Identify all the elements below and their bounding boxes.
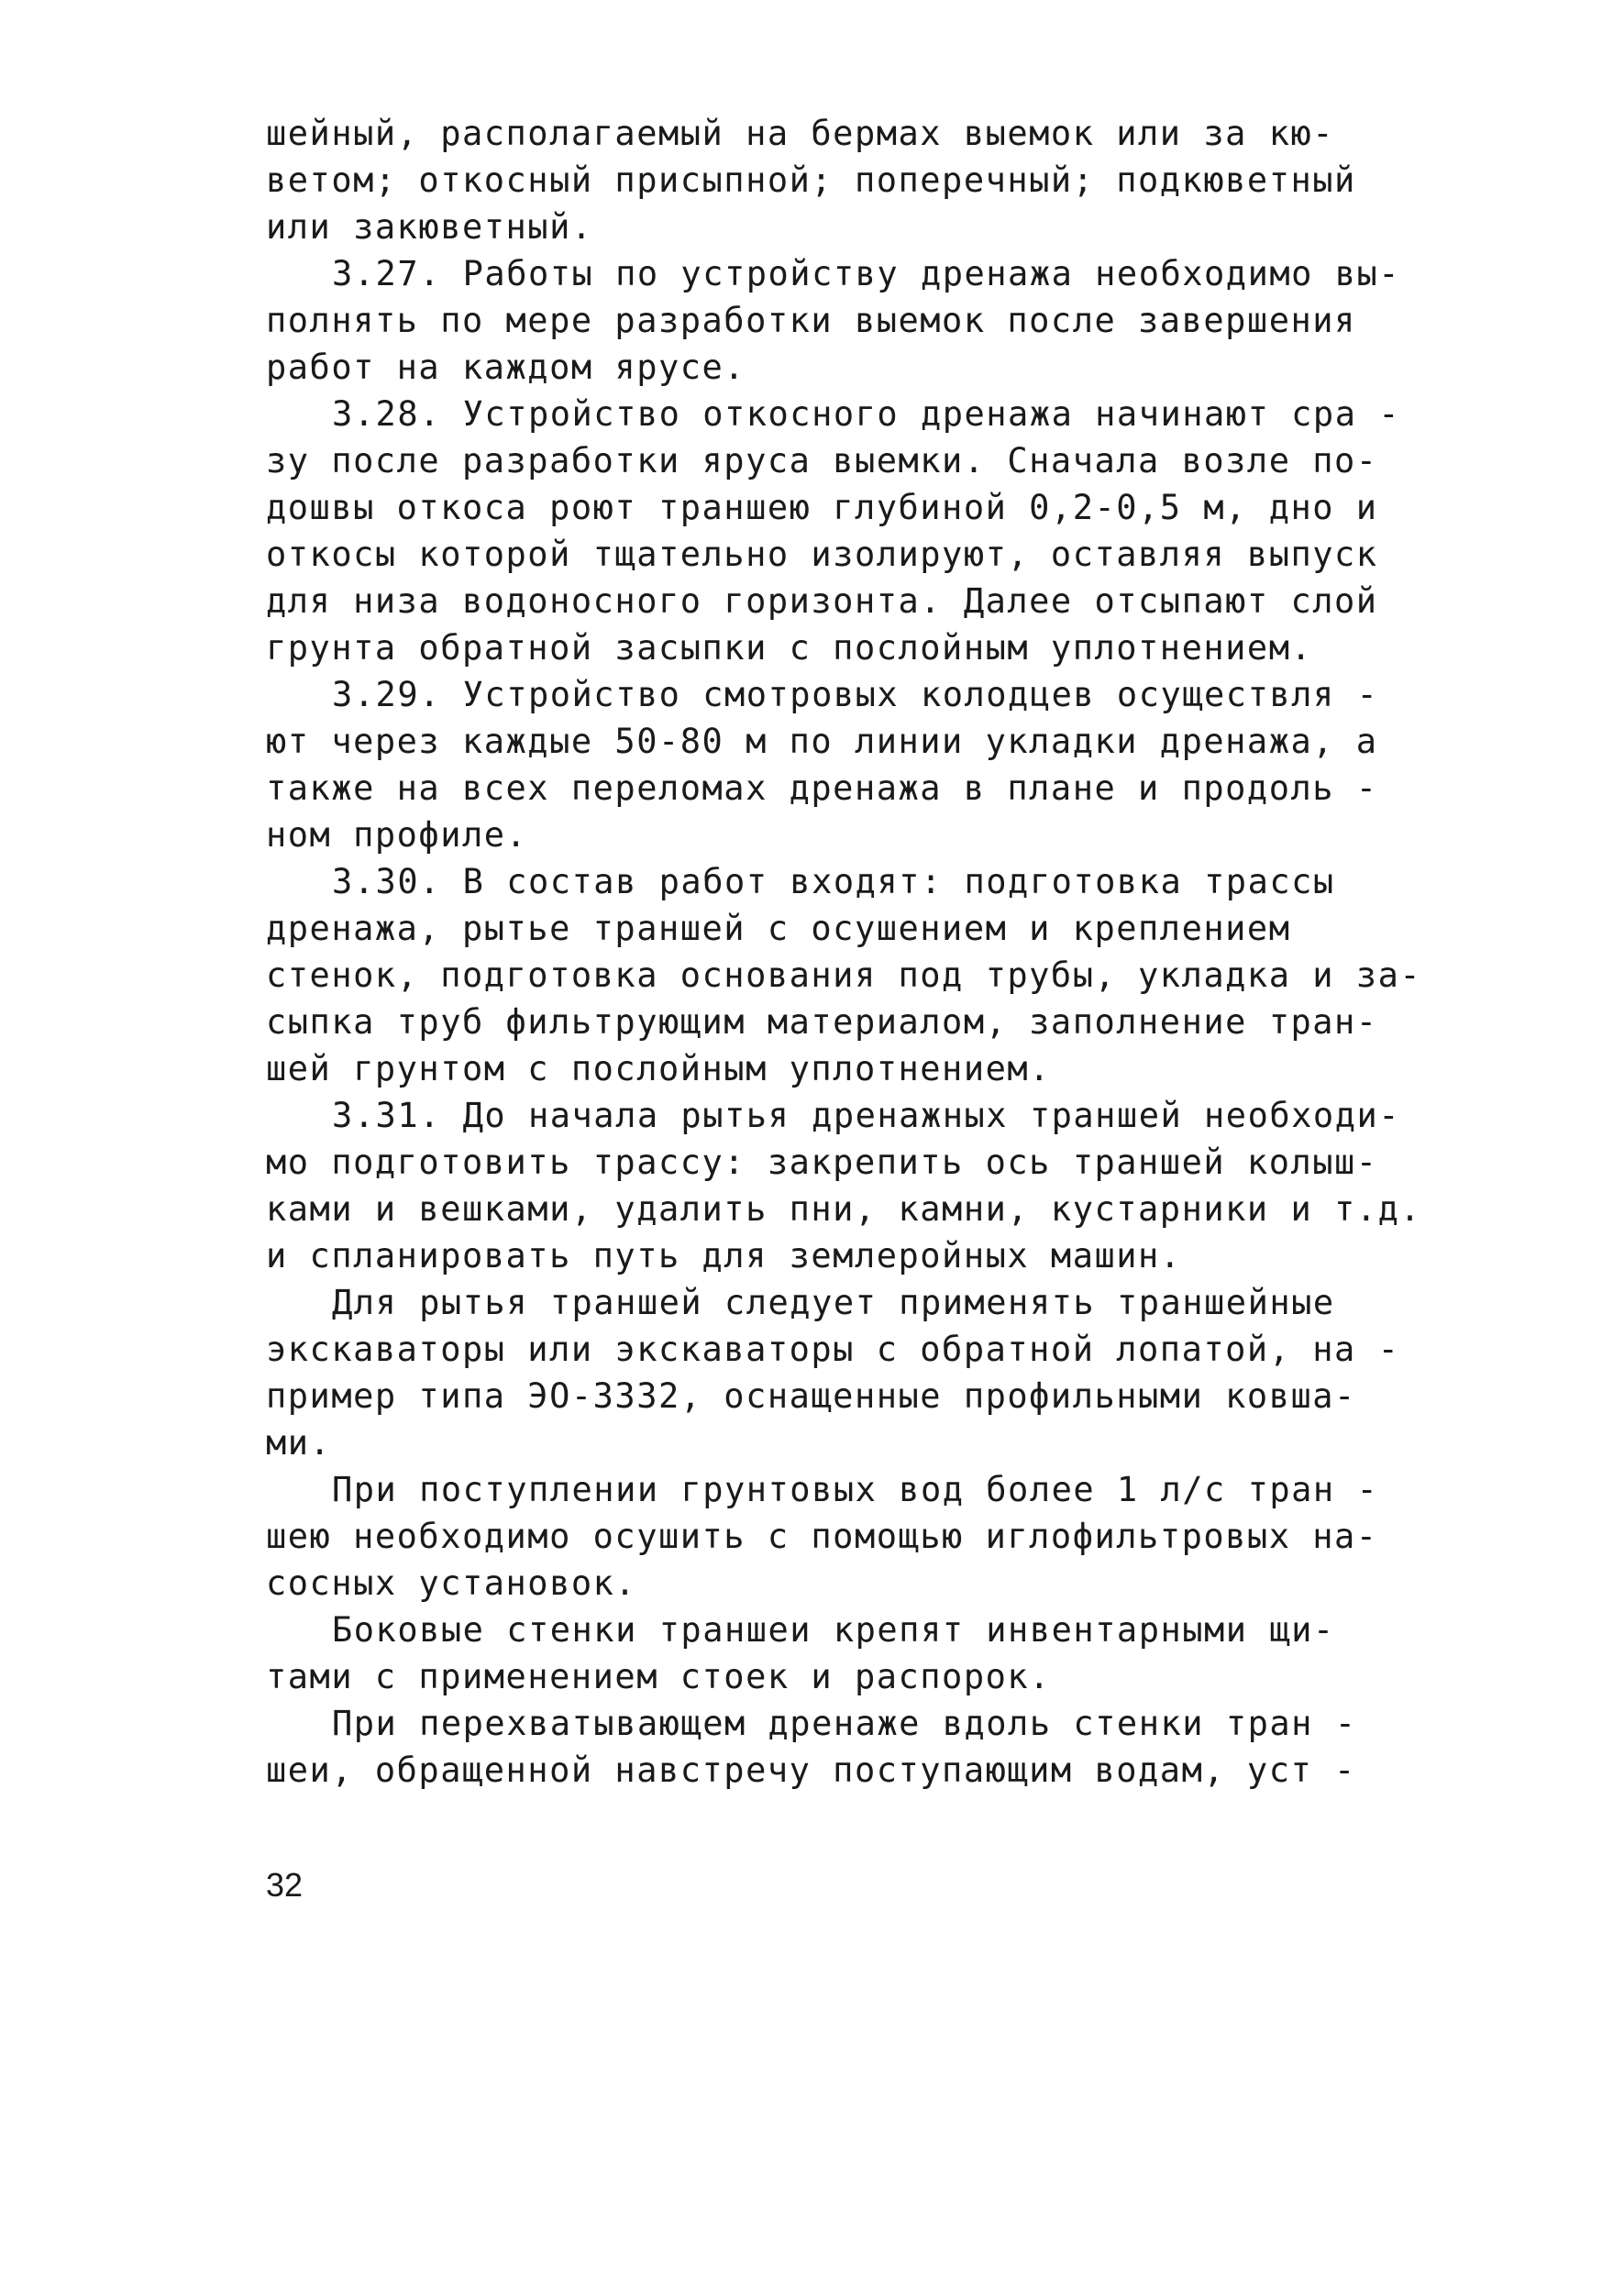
text-line: ном профиле. — [266, 815, 528, 855]
text-line: сыпка труб фильтрующим материалом, заполнение тран- — [266, 1002, 1378, 1042]
paragraph-intercepting-line: При перехватывающем дренаже вдоль стенки тран - — [332, 1704, 1357, 1743]
text-line: ют через каждые 50-80 м по линии укладки дренажа, а — [266, 722, 1378, 761]
text-line: ми. — [266, 1423, 332, 1463]
text-line: полнять по мере разработки выемок после завершения — [266, 301, 1356, 340]
text-line: дренажа, рытье траншей с осушением и креплением — [266, 909, 1291, 948]
text-line: сосных установок. — [266, 1563, 637, 1603]
page-number: 32 — [266, 1866, 304, 1904]
paragraph-3-30-line: 3.30. В состав работ входят: подготовка трассы — [332, 862, 1335, 901]
text-line: шейный, располагаемый на бермах выемок или за кю- — [266, 114, 1335, 153]
body-text — [266, 110, 1486, 1794]
text-line: грунта обратной засыпки с послойным уплотнением. — [266, 628, 1313, 668]
text-line: или закюветный. — [266, 207, 593, 247]
text-line: шеи, обращенной навстречу поступающим водам, уст - — [266, 1750, 1356, 1790]
text-line: мо подготовить трассу: закрепить ось траншей колыш- — [266, 1143, 1378, 1182]
text-line: ветом; откосный присыпной; поперечный; подкюветный — [266, 160, 1356, 200]
text-line: тами с применением стоек и распорок. — [266, 1657, 1051, 1696]
paragraph-3-31-line: 3.31. До начала рытья дренажных траншей необходи- — [332, 1096, 1401, 1135]
text-line: и спланировать путь для землеройных машин. — [266, 1236, 1182, 1276]
text-line: стенок, подготовка основания под трубы, укладка и за- — [266, 955, 1422, 995]
text-line: зу после разработки яруса выемки. Сначала возле по- — [266, 441, 1378, 480]
paragraph-groundwater-line: При поступлении грунтовых вод более 1 л/с тран - — [332, 1470, 1379, 1509]
text-line: дошвы откоса роют траншею глубиной 0,2-0,5 м, дно и — [266, 488, 1378, 527]
text-line: ками и вешками, удалить пни, камни, кустарники и т.д. — [266, 1189, 1422, 1229]
text-line: экскаваторы или экскаваторы с обратной лопатой, на - — [266, 1330, 1400, 1369]
paragraph-walls-line: Боковые стенки траншеи крепят инвентарными щи- — [332, 1610, 1335, 1650]
text-line: работ на каждом ярусе. — [266, 348, 746, 387]
text-line: шей грунтом с послойным уплотнением. — [266, 1049, 1051, 1088]
text-line: для низа водоносного горизонта. Далее отсыпают слой — [266, 581, 1378, 621]
text-line: также на всех переломах дренажа в плане и продоль - — [266, 768, 1378, 808]
paragraph-3-28-line: 3.28. Устройство откосного дренажа начинают сра - — [332, 394, 1401, 434]
paragraph-3-27-line: 3.27. Работы по устройству дренажа необходимо вы- — [332, 254, 1401, 293]
paragraph-3-29-line: 3.29. Устройство смотровых колодцев осуществля - — [332, 675, 1379, 714]
paragraph-excavators-line: Для рытья траншей следует применять траншейные — [332, 1283, 1335, 1322]
text-line: пример типа ЭО-3332, оснащенные профильными ковша- — [266, 1376, 1356, 1416]
text-line: откосы которой тщательно изолируют, оставляя выпуск — [266, 535, 1378, 574]
text-line: шею необходимо осушить с помощью иглофильтровых на- — [266, 1517, 1378, 1556]
